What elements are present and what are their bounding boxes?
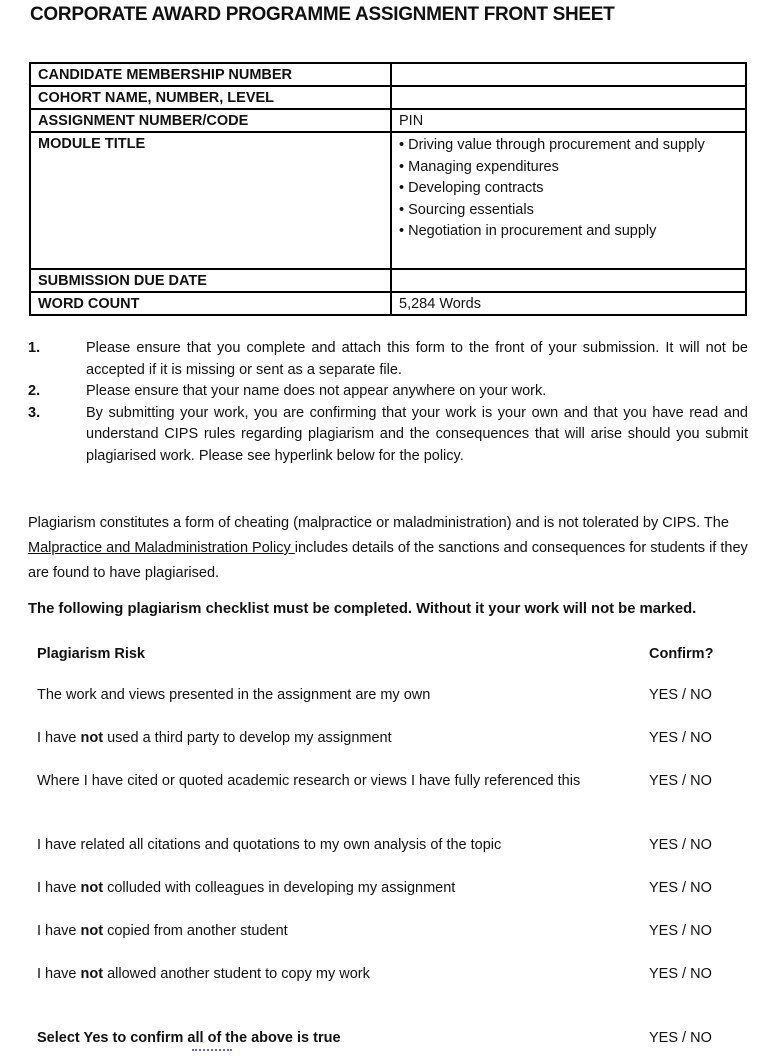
yes-no-toggle[interactable]: YES / NO: [649, 837, 712, 853]
list-item: • Sourcing essentials: [399, 200, 737, 222]
yes-no-toggle[interactable]: YES / NO: [649, 687, 712, 703]
malpractice-policy-link[interactable]: Malpractice and Maladministration Policy: [28, 540, 295, 556]
table-row: [30, 132, 746, 269]
yes-no-toggle[interactable]: YES / NO: [649, 1030, 712, 1046]
table-row: [30, 109, 746, 132]
table-row: [30, 269, 746, 292]
final-confirmation-text: Select Yes to confirm all of the above is true: [37, 1030, 341, 1046]
list-text: By submitting your work, you are confirming that your work is your own and that you have read and understand CIPS rules regarding plagiarism and the consequences that will arise should you submit plagiarised work. Please see hyperlink below for the policy.: [86, 404, 748, 464]
candidate-membership-number-field[interactable]: [391, 63, 746, 86]
table-row: [30, 292, 746, 315]
instructions-list: [28, 338, 748, 467]
list-text: Please ensure that you complete and attach this form to the front of your submission. It will not be accepted if it is missing or sent as a separate file.: [86, 340, 748, 378]
risk-text: I have not used a third party to develop my assignment: [37, 730, 392, 746]
yes-no-toggle[interactable]: YES / NO: [649, 773, 712, 789]
list-item: [28, 381, 748, 403]
yes-no-toggle[interactable]: YES / NO: [649, 880, 712, 896]
column-header-risk: Plagiarism Risk: [37, 646, 145, 662]
table-row: [30, 63, 746, 86]
submission-due-date-field[interactable]: [391, 269, 746, 292]
risk-text: The work and views presented in the assignment are my own: [37, 687, 431, 703]
row-label: WORD COUNT: [30, 292, 391, 315]
risk-text: I have not copied from another student: [37, 923, 288, 939]
yes-no-toggle[interactable]: YES / NO: [649, 966, 712, 982]
list-item: • Managing expenditures: [399, 157, 737, 179]
checklist-heading: The following plagiarism checklist must be completed. Without it your work will not be marked.: [28, 601, 697, 617]
row-label: COHORT NAME, NUMBER, LEVEL: [30, 86, 391, 109]
row-label: SUBMISSION DUE DATE: [30, 269, 391, 292]
row-label: CANDIDATE MEMBERSHIP NUMBER: [30, 63, 391, 86]
list-text: Please ensure that your name does not appear anywhere on your work.: [86, 383, 547, 399]
yes-no-toggle[interactable]: YES / NO: [649, 923, 712, 939]
risk-text: I have not colluded with colleagues in developing my assignment: [37, 880, 456, 896]
paragraph-text: includes details of the sanctions and consequences for students if they are found to have plagiarised.: [28, 540, 748, 581]
list-item: [28, 403, 748, 468]
list-item: • Negotiation in procurement and supply: [399, 221, 737, 243]
list-item: • Driving value through procurement and supply: [399, 135, 737, 157]
candidate-info-table: [29, 62, 747, 316]
cohort-field[interactable]: [391, 86, 746, 109]
module-title-field[interactable]: [391, 132, 746, 269]
list-number: 2.: [28, 383, 41, 399]
list-number: 3.: [28, 404, 41, 421]
table-row: [30, 86, 746, 109]
plagiarism-paragraph: [28, 511, 748, 586]
list-item: • Developing contracts: [399, 178, 737, 200]
list-number: 1.: [28, 340, 41, 356]
paragraph-text: Plagiarism constitutes a form of cheating (malpractice or maladministration) and is not tolerated by CIPS. The: [28, 515, 729, 531]
risk-text: Where I have cited or quoted academic research or views I have fully referenced this: [37, 773, 581, 789]
module-list: [399, 135, 737, 243]
row-label: ASSIGNMENT NUMBER/CODE: [30, 109, 391, 132]
risk-text: I have related all citations and quotations to my own analysis of the topic: [37, 837, 502, 853]
column-header-confirm: Confirm?: [649, 646, 714, 662]
page-title: CORPORATE AWARD PROGRAMME ASSIGNMENT FRONT SHEET: [30, 4, 615, 25]
spellcheck-underline: [192, 1046, 232, 1051]
risk-text: I have not allowed another student to copy my work: [37, 966, 370, 982]
word-count-field[interactable]: 5,284 Words: [391, 292, 746, 315]
yes-no-toggle[interactable]: YES / NO: [649, 730, 712, 746]
list-item: [28, 338, 748, 381]
row-label: MODULE TITLE: [30, 132, 391, 269]
assignment-code-field[interactable]: PIN: [391, 109, 746, 132]
